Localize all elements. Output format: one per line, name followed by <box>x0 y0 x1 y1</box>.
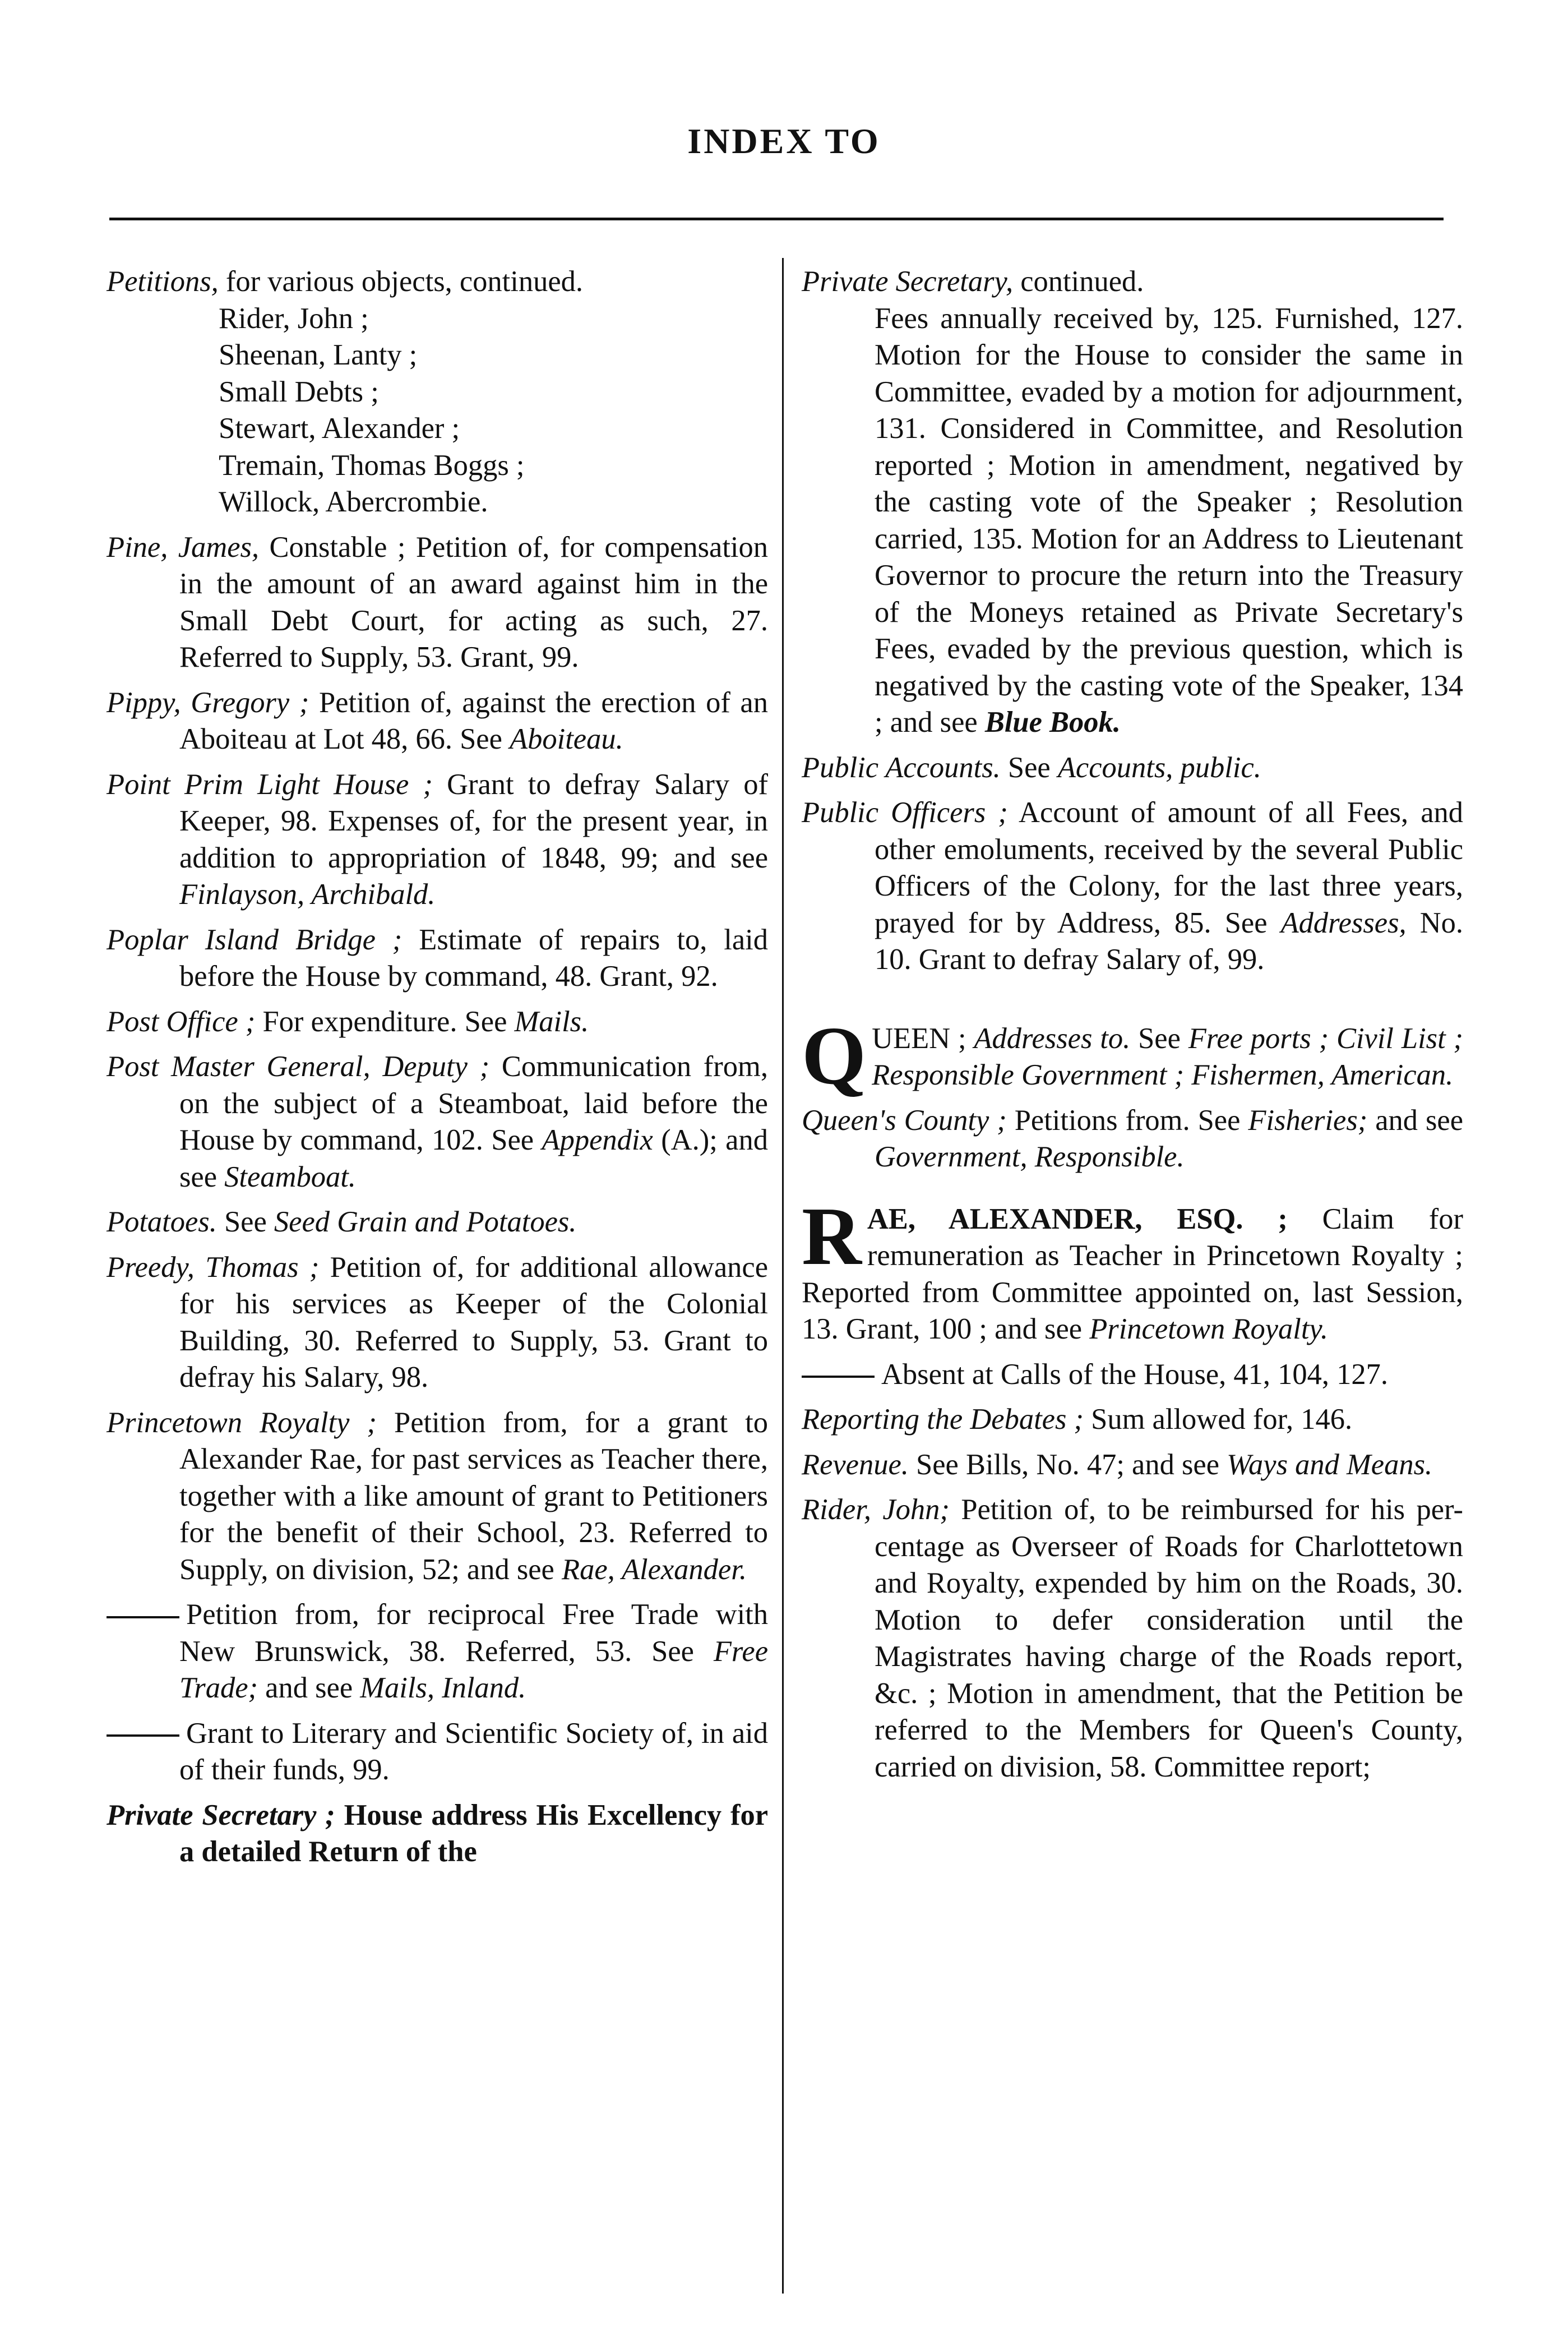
entry-post-office <box>107 1004 768 1041</box>
left-column <box>107 264 768 1879</box>
entry-head: Preedy, Thomas ; <box>107 1251 320 1284</box>
page-header: INDEX TO <box>687 121 881 161</box>
entry-head: Post Office ; <box>107 1005 256 1038</box>
petition-name: Small Debts ; <box>219 375 379 408</box>
entry-head: Petitions, <box>107 265 219 298</box>
entry-text: See <box>1138 1022 1181 1055</box>
entry-head: Revenue. <box>802 1448 909 1481</box>
entry-head: Poplar Island Bridge ; <box>107 923 403 956</box>
entry-pippy <box>107 685 768 758</box>
petition-name: Stewart, Alexander ; <box>219 412 460 445</box>
entry-princetown-sub2 <box>107 1715 768 1789</box>
entry-ref: Mails. <box>514 1005 589 1038</box>
entry-rae-sub1 <box>802 1356 1463 1394</box>
entry-head: Private Secretary, <box>802 265 1014 298</box>
entry-text: Petition of, to be reimbursed for his per-centage as Overseer of Roads for Charlottetown and Royalty, expended by him on the Roads, 30. Motion to defer consideration until the Magistrates having charge of the Roads report, &c. ; Motion in amendment, that the Petition be referred to the Members for Queen's County, carried on division, 58. Committee report; <box>875 1493 1463 1783</box>
entry-point-prim <box>107 767 768 913</box>
entry-head: AE, ALEXANDER, ESQ. ; <box>867 1202 1288 1235</box>
entry-private-secretary-cont <box>802 264 1463 301</box>
entry-ref: Appendix <box>542 1124 653 1156</box>
entry-text: for various objects, continued. <box>225 265 584 298</box>
entry-head: UEEN ; <box>872 1022 966 1055</box>
entry-private-secretary-body <box>802 301 1463 741</box>
entry-head: Rider, John; <box>802 1493 950 1526</box>
entry-ref: Fisheries; <box>1248 1104 1368 1137</box>
repeat-dash <box>802 1376 875 1378</box>
entry-text: Petition of, for additional allowance for his services as Keeper of the Colonial Building, 30. Referred to Supply, 53. Grant to defray his Salary, 98. <box>179 1251 769 1394</box>
entry-princetown-sub1 <box>107 1596 768 1707</box>
entry-text: Petition from, for a grant to Alexander Rae, for past services as Teacher there, together with a like amount of grant to Petitioners for the benefit of their School, 23. Referred to Supply, on division, 52; and see <box>179 1406 768 1586</box>
repeat-dash <box>107 1734 179 1737</box>
entry-ref: Steamboat. <box>224 1160 356 1193</box>
petition-name: Sheenan, Lanty ; <box>219 339 418 371</box>
entry-petitions <box>107 264 768 301</box>
letter-gap <box>802 987 1463 1021</box>
entry-text: For expenditure. See <box>262 1005 507 1038</box>
entry-head: Post Master General, Deputy ; <box>107 1050 490 1083</box>
entry-public-accounts <box>802 750 1463 787</box>
entry-poplar <box>107 922 768 995</box>
entry-preedy <box>107 1249 768 1396</box>
entry-text: Absent at Calls of the House, 41, 104, 127. <box>881 1358 1389 1391</box>
entry-text: See <box>1007 751 1051 784</box>
entry-text: Sum allowed for, 146. <box>1091 1403 1353 1436</box>
entry-head: Public Accounts. <box>802 751 1001 784</box>
entry-ref: Ways and Means. <box>1227 1448 1433 1481</box>
entry-ref: Aboiteau. <box>510 723 623 755</box>
letter-gap <box>802 1184 1463 1201</box>
right-column <box>802 264 1463 1794</box>
entry-queen <box>802 1009 1464 1102</box>
entry-public-officers <box>802 795 1463 979</box>
header-rule <box>109 218 1444 220</box>
entry-text: Petition from, for reciprocal Free Trade with New Brunswick, 38. Referred, 53. See <box>179 1598 768 1668</box>
entry-text: House address His Excellency for a detailed Return of the <box>179 1798 769 1868</box>
entry-ref: Government, Responsible. <box>875 1141 1185 1173</box>
entry-head: Pippy, Gregory ; <box>107 686 309 719</box>
entry-head: Potatoes. <box>107 1206 217 1238</box>
entry-ref: Addresses to. <box>974 1022 1131 1055</box>
drop-capital: R <box>802 1190 862 1282</box>
entry-head: Reporting the Debates ; <box>802 1403 1084 1436</box>
entry-text: See Bills, No. 47; and see <box>916 1448 1220 1481</box>
entry-ref: Free Trade; <box>179 1635 768 1704</box>
column-divider <box>782 258 784 2294</box>
entry-private-secretary <box>107 1797 768 1871</box>
entry-reporting <box>802 1401 1463 1438</box>
drop-capital: Q <box>802 1009 867 1102</box>
petition-name: Willock, Abercrombie. <box>219 486 488 518</box>
entry-text: Petition of, against the erection of an Aboiteau at Lot 48, 66. See <box>179 686 768 755</box>
entry-head: Pine, James, <box>107 530 260 564</box>
entry-rider <box>802 1492 1463 1785</box>
entry-queens-county <box>802 1102 1463 1176</box>
entry-text: Petitions from. See <box>1014 1104 1241 1137</box>
entry-head: Private Secretary ; <box>107 1798 335 1831</box>
entry-ref: Addresses, <box>1280 906 1407 939</box>
entry-head: Queen's County ; <box>802 1104 1007 1137</box>
entry-head: Princetown Royalty ; <box>107 1406 377 1439</box>
petition-name: Tremain, Thomas Boggs ; <box>219 449 525 482</box>
entry-text: Constable ; Petition of, for compensation in the amount of an award against him in the Small Debt Court, for acting as such, 27. Referred to Supply, 53. Grant, 99. <box>179 530 769 673</box>
entry-text: Communication from, on the subject of a Steamboat, laid before the House by command, 102. See <box>179 1050 768 1156</box>
entry-text: (A.); and see <box>179 1124 768 1193</box>
entry-ref: Blue Book. <box>984 706 1121 739</box>
entry-text: continued. <box>1020 265 1144 298</box>
entry-text: and see <box>265 1672 353 1704</box>
entry-text: Account of amount of all Fees, and other emoluments, received by the several Public Officers of the Colony, for the last three years, prayed for by Address, 85. See <box>875 796 1463 939</box>
entry-rae <box>802 1190 1464 1348</box>
entry-revenue <box>802 1447 1463 1484</box>
entry-ref: Rae, Alexander. <box>562 1553 747 1586</box>
entry-text: No. 10. Grant to defray Salary of, 99. <box>875 906 1464 976</box>
entry-text: Claim for remuneration as Teacher in Princetown Royalty ; Reported from Committee appointed on, last Session, 13. Grant, 100 ; and see <box>802 1202 1464 1345</box>
entry-head: Public Officers ; <box>802 796 1008 829</box>
entry-ref: Free ports ; Civil List ; Responsible Government ; Fishermen, American. <box>872 1022 1464 1091</box>
repeat-dash <box>107 1616 179 1618</box>
entry-text: See <box>224 1206 267 1238</box>
entry-potatoes <box>107 1204 768 1241</box>
entry-text: and see <box>1375 1104 1464 1137</box>
petition-name: Rider, John ; <box>219 302 369 335</box>
entry-head: Point Prim Light House ; <box>107 768 433 801</box>
entry-ref: Finlayson, Archibald. <box>179 878 436 911</box>
entry-ref: Princetown Royalty. <box>1089 1313 1328 1345</box>
entry-text: Estimate of repairs to, laid before the House by command, 48. Grant, 92. <box>179 923 768 993</box>
entry-pine <box>107 529 768 676</box>
entry-text: Grant to defray Salary of Keeper, 98. Expenses of, for the present year, in addition to appropriation of 1848, 99; and see <box>179 768 769 874</box>
entry-text: Fees annually received by, 125. Furnished, 127. Motion for the House to consider the same in Committee, evaded by a motion for adjournment, 131. Considered in Committee, and Resolution reported ; Motion in amendment, negatived by the casting vote of the Speaker ; Resolution carried, 135. Motion for an Address to Lieutenant Governor to procure the return into the Treasury of the Moneys retained as Private Secretary's Fees, evaded by the previous question, which is negatived by the casting vote of the Speaker, 134 ; and see <box>875 302 1463 739</box>
entry-post-master <box>107 1049 768 1196</box>
entry-ref: Accounts, public. <box>1057 751 1261 784</box>
entry-text: Grant to Literary and Scientific Society of, in aid of their funds, 99. <box>179 1717 768 1786</box>
entry-ref: Seed Grain and Potatoes. <box>274 1206 577 1238</box>
entry-princetown <box>107 1405 768 1589</box>
entry-ref: Mails, Inland. <box>360 1672 526 1704</box>
